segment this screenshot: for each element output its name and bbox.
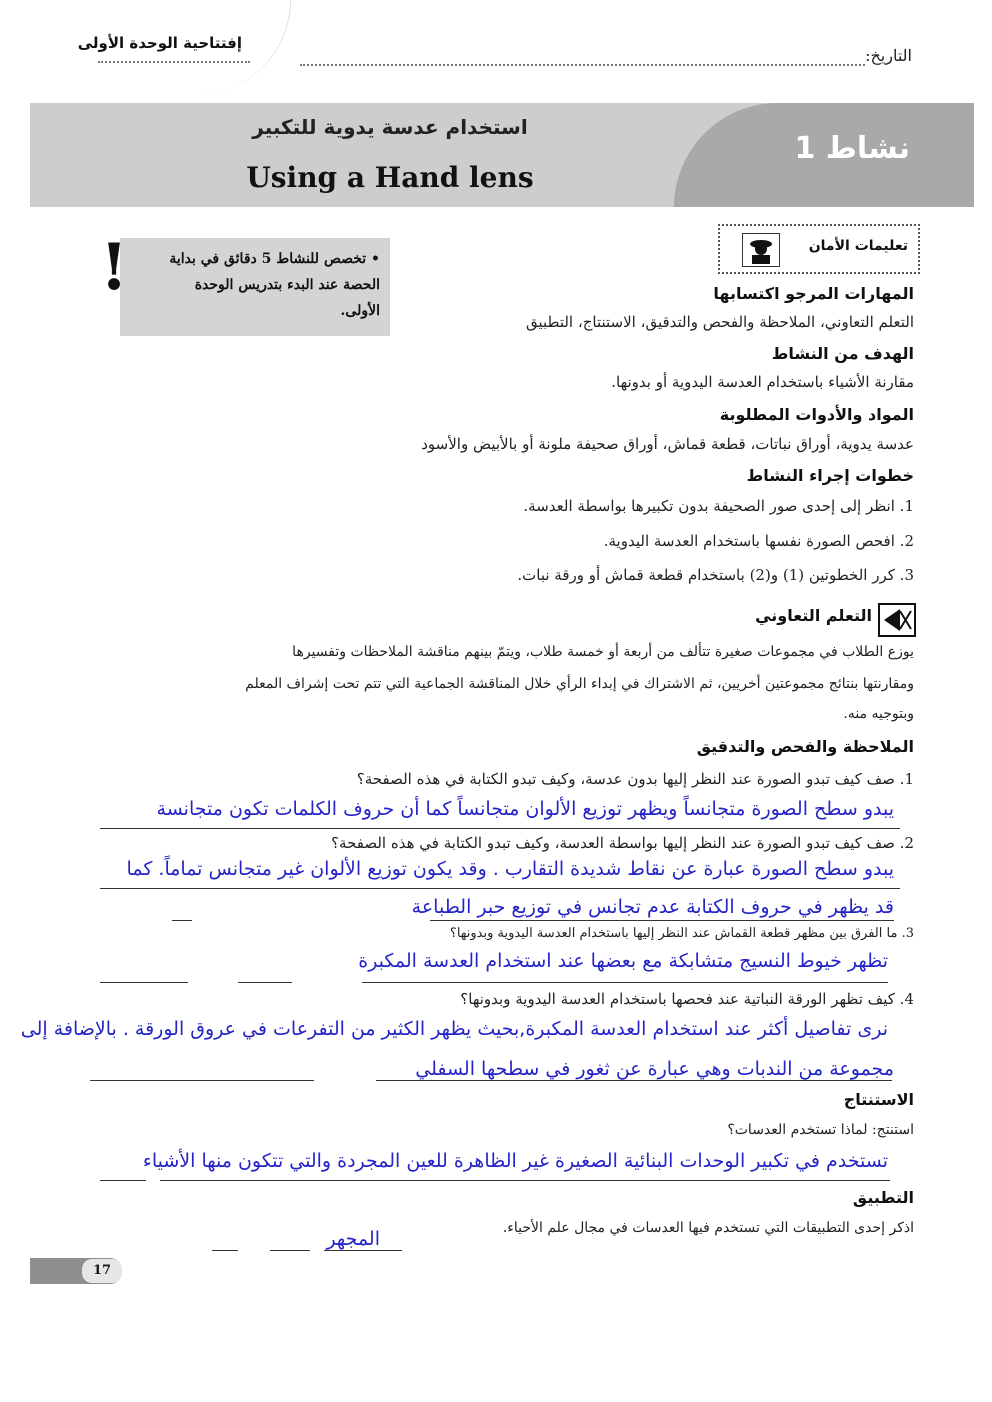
answer-underline xyxy=(100,828,900,829)
conclusion-answer[interactable]: تستخدم في تكبير الوحدات البنائية الصغيرة غير الظاهرة للعين المجردة والتي تتكون منها الأشياء xyxy=(142,1150,888,1172)
observation-heading: الملاحظة والفحص والتدقيق xyxy=(696,737,914,756)
answer-underline xyxy=(160,1180,890,1181)
answer-line[interactable]: يبدو سطح الصورة متجانساً ويظهر توزيع الألوان متجانساً كما أن حروف الكلمات تكون متجانسة xyxy=(156,798,894,820)
application-heading: التطبيق xyxy=(852,1188,914,1207)
answer-underline xyxy=(100,888,900,889)
activity-label: نشاط 1 xyxy=(794,131,910,166)
answer-underline xyxy=(212,1250,238,1251)
question-item xyxy=(174,990,914,1008)
exclamation-icon: ! xyxy=(100,230,129,305)
answer-underline xyxy=(270,1250,310,1251)
date-line xyxy=(300,64,865,66)
safety-label: تعليمات الأمان xyxy=(808,238,908,254)
question-number: 2. xyxy=(899,834,914,852)
safety-box xyxy=(718,224,920,274)
step-number: 3. xyxy=(899,566,914,584)
answer-underline xyxy=(100,1180,146,1181)
application-question: اذكر إحدى التطبيقات التي تستخدم فيها العدسات في مجال علم الأحياء. xyxy=(502,1220,914,1236)
answer-underline xyxy=(238,982,292,983)
coop-line: ومقارنتها بنتائج مجموعتين أخريين، ثم الاشتراك في إبداء الرأي خلال المناقشة الجماعية التي تتم تحت إشراف المعلم xyxy=(245,676,914,692)
unit-title: إفتتاحية الوحدة الأولى xyxy=(77,34,242,52)
application-answer[interactable]: المجهر xyxy=(326,1228,380,1250)
step-text: انظر إلى إحدى صور الصحيفة بدون تكبيرها بواسطة العدسة. xyxy=(523,497,895,515)
step-number: 2. xyxy=(899,532,914,550)
materials-text: عدسة يدوية، أوراق نباتات، قطعة قماش، أوراق صحيفة ملونة أو بالأبيض والأسود xyxy=(421,435,914,453)
question-text: كيف تظهر الورقة النباتية عند فحصها باستخدام العدسة اليدوية وبدونها؟ xyxy=(460,990,895,1008)
goal-text: مقارنة الأشياء باستخدام العدسة اليدوية أو بدونها. xyxy=(611,373,914,391)
answer-underline xyxy=(90,1080,314,1081)
conclusion-question: استنتج: لماذا تستخدم العدسات؟ xyxy=(727,1122,914,1138)
date-label: التاريخ: xyxy=(865,46,912,65)
page-number: 17 xyxy=(82,1259,122,1283)
coop-heading: التعلم التعاوني xyxy=(755,606,872,625)
answer-line[interactable]: نرى تفاصيل أكثر عند استخدام العدسة المكبرة,بحيث يظهر الكثير من التفرعات في عروق الورقة . بالإضافة إلى xyxy=(20,1018,888,1040)
coop-line: يوزع الطلاب في مجموعات صغيرة تتألف من أربعة أو خمسة طلاب، ويتمّ بينهم مناقشة الملاحظات وتفسيرها xyxy=(292,644,914,660)
answer-underline xyxy=(362,982,888,983)
answer-underline xyxy=(172,920,192,921)
step-item xyxy=(314,497,914,515)
coop-line: وبتوجيه منه. xyxy=(843,706,914,722)
answer-underline xyxy=(100,982,188,983)
skills-heading: المهارات المرجو اكتسابها xyxy=(713,284,914,303)
question-text: ما الفرق بين مظهر قطعة القماش عند النظر إليها باستخدام العدسة اليدوية وبدونها؟ xyxy=(449,926,898,941)
question-text: صف كيف تبدو الصورة عند النظر إليها بواسطة العدسة، وكيف تبدو الكتابة في هذه الصفحة؟ xyxy=(331,834,895,852)
unit-title-underline xyxy=(98,61,250,63)
step-text: افحص الصورة نفسها باستخدام العدسة اليدوية. xyxy=(603,532,895,550)
question-text: صف كيف تبدو الصورة عند النظر إليها بدون عدسة، وكيف تبدو الكتابة في هذه الصفحة؟ xyxy=(356,770,895,788)
teacher-note-text: • تخصص للنشاط 5 دقائق في بداية الحصة عند البدء بتدريس الوحدة الأولى. xyxy=(169,251,380,319)
question-number: 3. xyxy=(901,926,914,941)
answer-line[interactable]: يبدو سطح الصورة عبارة عن نقاط شديدة التقارب . وقد يكون توزيع الألوان غير متجانس تماماً. كما xyxy=(126,858,894,880)
answer-underline xyxy=(376,1080,892,1081)
activity-banner xyxy=(30,103,974,207)
question-item xyxy=(174,834,914,852)
materials-heading: المواد والأدوات المطلوبة xyxy=(719,405,914,424)
step-number: 1. xyxy=(899,497,914,515)
answer-underline xyxy=(430,920,894,921)
answer-line[interactable]: مجموعة من الندبات وهي عبارة عن ثغور في سطحها السفلي xyxy=(415,1058,894,1080)
step-item xyxy=(314,566,914,584)
title-english: Using a Hand lens xyxy=(246,161,534,194)
answer-line[interactable]: تظهر خيوط النسيج متشابكة مع بعضها عند استخدام العدسة المكبرة xyxy=(358,950,888,972)
cooperative-learning-icon xyxy=(878,603,916,637)
title-arabic: استخدام عدسة يدوية للتكبير xyxy=(252,115,528,139)
conclusion-heading: الاستنتاج xyxy=(843,1090,914,1109)
question-number: 1. xyxy=(899,770,914,788)
skills-text: التعلم التعاوني، الملاحظة والفحص والتدقيق، الاستنتاج، التطبيق xyxy=(525,313,914,331)
goal-heading: الهدف من النشاط xyxy=(771,344,914,363)
step-item xyxy=(314,532,914,550)
question-item xyxy=(174,926,914,941)
answer-line[interactable]: قد يظهر في حروف الكتابة عدم تجانس في توزيع حبر الطباعة xyxy=(411,896,894,918)
step-text: كرر الخطوتين (1) و(2) باستخدام قطعة قماش أو ورقة نبات. xyxy=(517,566,895,584)
safety-icon xyxy=(742,233,780,267)
answer-underline xyxy=(324,1250,402,1251)
question-item xyxy=(214,770,914,788)
question-number: 4. xyxy=(899,990,914,1008)
steps-heading: خطوات إجراء النشاط xyxy=(746,466,914,485)
